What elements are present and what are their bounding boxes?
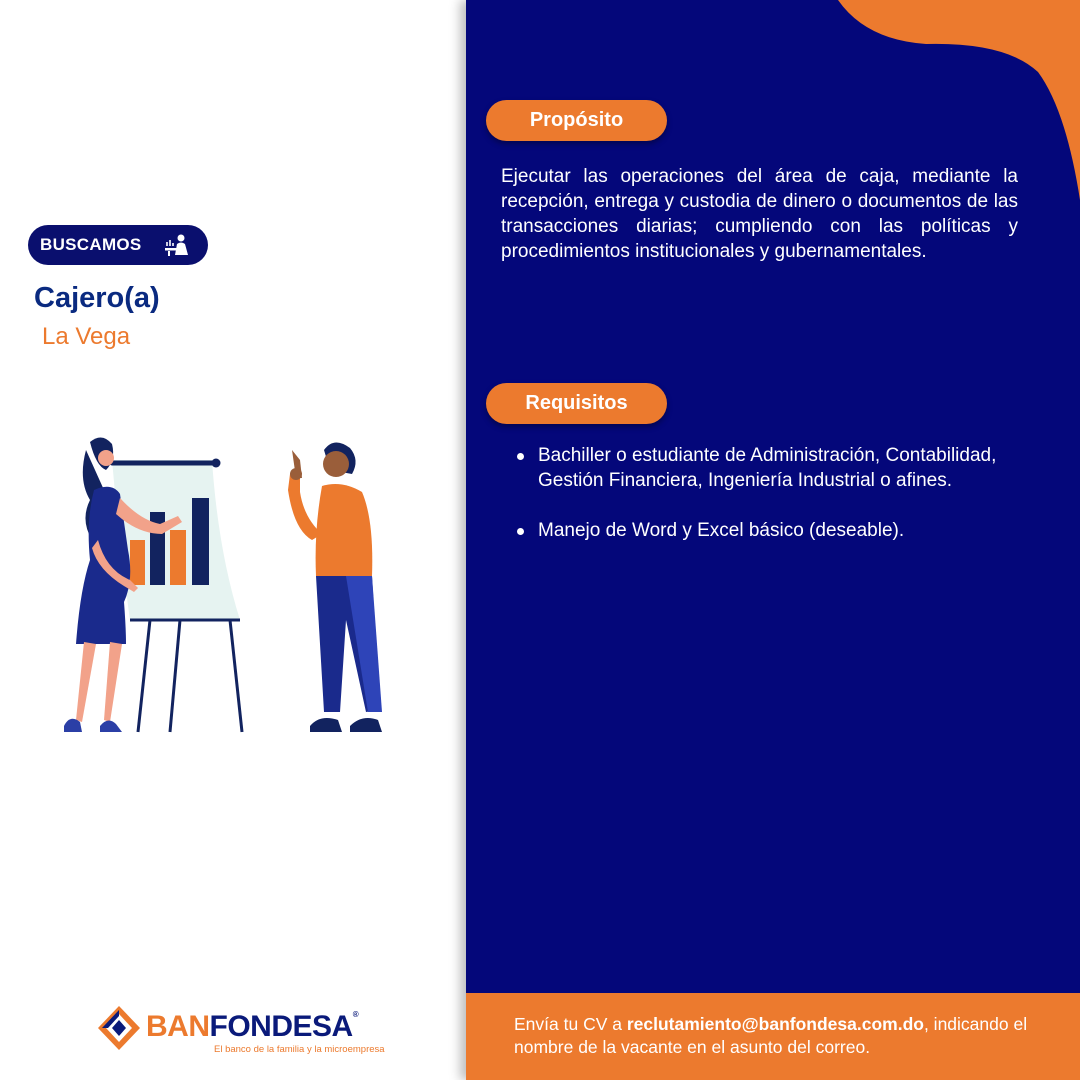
presentation-chart-illustration [50, 430, 390, 745]
logo-ban: BAN [146, 1010, 210, 1043]
right-panel [466, 0, 1080, 1080]
left-panel [0, 0, 466, 1080]
requirement-item: Manejo de Word y Excel básico (deseable). [538, 518, 1018, 543]
footer-text [514, 1013, 1054, 1059]
person-at-desk-icon [163, 233, 191, 262]
logo-registered: ® [352, 1010, 359, 1019]
banfondesa-logo [96, 1002, 386, 1062]
requirements-pill: Requisitos [486, 383, 667, 424]
job-location: La Vega [42, 323, 131, 350]
badge-label: BUSCAMOS [40, 235, 142, 254]
logo-wordmark [146, 1010, 358, 1044]
footer-bar [466, 993, 1080, 1080]
logo-fondesa: FONDESA [209, 1010, 353, 1043]
banfondesa-logo-mark-icon [96, 1004, 142, 1054]
purpose-text: Ejecutar las operaciones del área de caja, mediante la recepción, entrega y custodia de dinero o documentos de las transacciones diarias; cumpliendo con las políticas y procedimientos institucionales y gubernamentales. [501, 166, 1018, 262]
requirements-list [501, 443, 1018, 568]
footer-email[interactable]: reclutamiento@banfondesa.com.do [626, 1014, 924, 1034]
logo-tagline: El banco de la familia y la microempresa [214, 1044, 385, 1055]
buscamos-badge [28, 225, 208, 265]
requirement-item: Bachiller o estudiante de Administración, Contabilidad, Gestión Financiera, Ingeniería Industrial o afines. [538, 443, 1018, 493]
footer-suffix: , indicando el nombre de la vacante en el asunto del correo. [514, 1014, 1028, 1057]
footer-prefix: Envía tu CV a [514, 1014, 627, 1034]
job-title: Cajero(a) [34, 282, 160, 314]
purpose-pill: Propósito [486, 100, 667, 141]
